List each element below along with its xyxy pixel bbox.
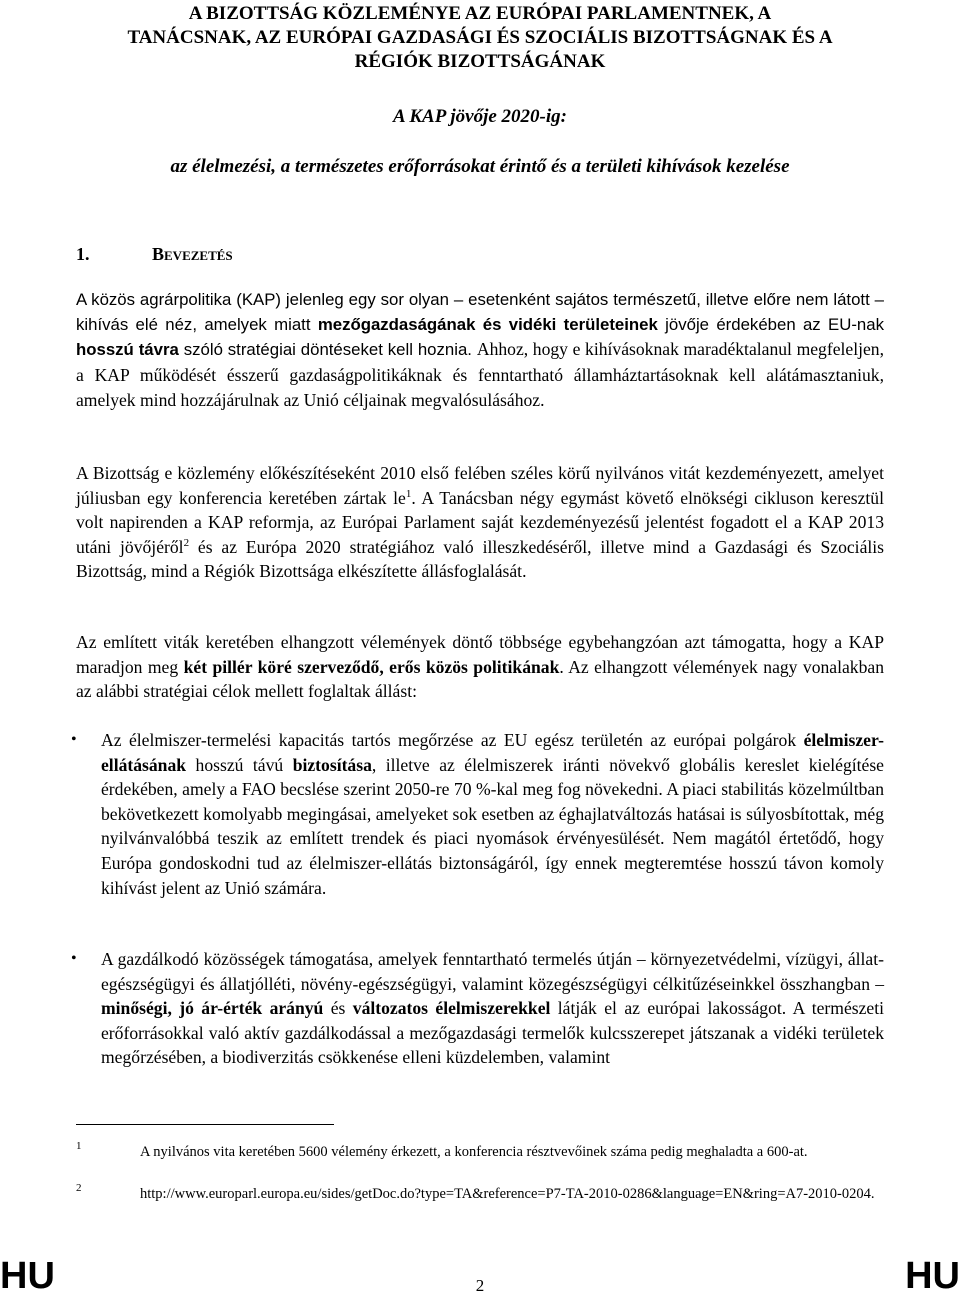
- footnote-number: 2: [76, 1182, 82, 1194]
- text-run: és: [323, 998, 353, 1019]
- title-line-2: TANÁCSNAK, AZ EURÓPAI GAZDASÁGI ÉS SZOCIÁLIS BIZOTTSÁGNAK ÉS A: [127, 27, 833, 48]
- bold-text: hosszú távra: [76, 340, 179, 360]
- bullet-icon: •: [71, 731, 77, 748]
- bullet-item-farming-communities: [71, 947, 884, 1070]
- text-run: Ahhoz, hogy e kihívásoknak maradéktalanul megfeleljen, a KAP működését ésszerű gazdaságpolitikáknak és fenntartható államháztartásoknak kell alátámasztaniuk, amelyek mind hozzájárulnak az Unió céljainak megvalósulásához.: [76, 339, 884, 411]
- text-run: hosszú távú: [186, 754, 293, 775]
- language-code-right: HU: [905, 1255, 960, 1297]
- footnote-1: [76, 1142, 886, 1162]
- bold-text: biztosítása: [292, 754, 372, 775]
- footnote-2: [76, 1184, 886, 1204]
- text-run: látják el az európai lakosságot. A természeti erőforrásokkal való aktív gazdálkodással a mezőgazdasági termelők kulcsszerepet játszanak a vidéki területek megőrzésében, a biodiverzitás csökkenése elleni küzdelemben, valamint: [101, 998, 884, 1068]
- text-run: Az élelmiszer-termelési kapacitás tartós megőrzése az EU egész területén az európai polgárok: [101, 730, 804, 750]
- footnote-ref-2[interactable]: 2: [183, 536, 190, 549]
- section-number: 1.: [76, 244, 90, 264]
- paragraph-consultation: [76, 461, 884, 584]
- text-run: A Bizottság e közlemény előkészítéseként 2010 első felében széles körű nyilvános vitát kezdeményezett, amelyet júliusban egy konferencia keretében zártak le: [76, 463, 884, 508]
- footnote-link[interactable]: http://www.europarl.europa.eu/sides/getDoc.do?type=TA&reference=P7-TA-2010-0286&language=EN&ring=A7-2010-0204.: [140, 1186, 875, 1202]
- bold-text: mezőgazdaságának és vidéki területeinek: [317, 314, 658, 334]
- section-title: Bevezetés: [152, 244, 233, 264]
- text-run: jövője érdekében az EU-nak: [657, 314, 884, 334]
- subtitle: A KAP jövője 2020-ig:: [393, 106, 567, 127]
- paragraph-opinions: [76, 630, 884, 704]
- section-heading: [76, 244, 233, 265]
- text-run: , illetve az élelmiszerek iránti növekvő globális kereslet kielégítése érdekében, amely a FAO becslése szerint 2050-re 70 %-kal meg fog növekedni. A piaci stabilitás közelmúltban bekövetkezett komolyabb megingásai, amelyeket sok esetben az éghajlatváltozás hatásai is súlyosbítottak, még nyilvánvalóbbá teszik az említett trendek és piaci nyomások érvényesülését. Nem magától értetődő, hogy Európa gondoskodni tud az élelmiszer-ellátás biztonságáról, így ennek megteremtése hosszú távon komoly kihívást jelent az Unió számára.: [101, 754, 884, 898]
- footnote-divider: [76, 1124, 334, 1125]
- text-run: Az említett viták keretében elhangzott vélemények döntő többsége egybehangzóan azt támogatta, hogy a KAP maradjon meg: [76, 632, 884, 677]
- footnote-ref-1[interactable]: 1: [405, 487, 412, 500]
- document-title: [40, 2, 920, 74]
- footnote-text: A nyilvános vita keretében 5600 vélemény érkezett, a konferencia résztvevőinek száma pedig meghaladta a 600-at.: [140, 1144, 808, 1160]
- page-number: 2: [475, 1276, 485, 1295]
- language-code-left: HU: [0, 1255, 55, 1297]
- text-run: A gazdálkodó közösségek támogatása, amelyek fenntartható termelés útján – környezetvédelmi, vízügyi, állat-egészségügyi és állatjólléti, növény-egészségügyi, valamint közegészségügyi célkitűzéseinkkel összhangban –: [101, 949, 884, 994]
- text-run: A közös agrárpolitika (KAP) jelenleg egy sor olyan – esetenként sajátos természetű, illetve előre nem látott – kihívás elé néz, amelyek miatt: [76, 290, 884, 334]
- bullet-icon: •: [71, 950, 77, 967]
- text-run: szóló stratégiai döntéseket kell hoznia.: [178, 340, 477, 360]
- text-run: . Az elhangzott vélemények nagy vonalakban az alábbi stratégiai célok mellett foglaltak állást:: [76, 656, 884, 702]
- bold-text: élelmiszer-ellátásának: [101, 730, 884, 775]
- paragraph-intro: [76, 288, 884, 414]
- bullet-item-food-security: [71, 728, 884, 900]
- footnote-number: 1: [76, 1140, 82, 1152]
- bold-text: minőségi, jó ár-érték arányú: [101, 998, 324, 1019]
- text-run: . A Tanácsban négy egymást követő elnökségi cikluson keresztül volt napirenden a KAP reformja, az Európai Parlament saját kezdeményezésű jelentést fogadott el a KAP 2013 utáni jövőjéről: [76, 487, 884, 557]
- subtitle-secondary: az élelmezési, a természetes erőforrásokat érintő és a területi kihívások kezelése: [170, 156, 790, 177]
- title-line-1: A BIZOTTSÁG KÖZLEMÉNYE AZ EURÓPAI PARLAMENTNEK, A: [188, 3, 772, 24]
- bold-text: két pillér köré szerveződő, erős közös politikának: [183, 656, 560, 677]
- text-run: és az Európa 2020 stratégiához való illeszkedéséről, illetve mind a Gazdasági és Szociális Bizottság, mind a Régiók Bizottsága elkészítette állásfoglalását.: [76, 536, 884, 582]
- bold-text: változatos élelmiszerekkel: [352, 998, 551, 1019]
- title-line-3: RÉGIÓK BIZOTTSÁGÁNAK: [354, 51, 606, 72]
